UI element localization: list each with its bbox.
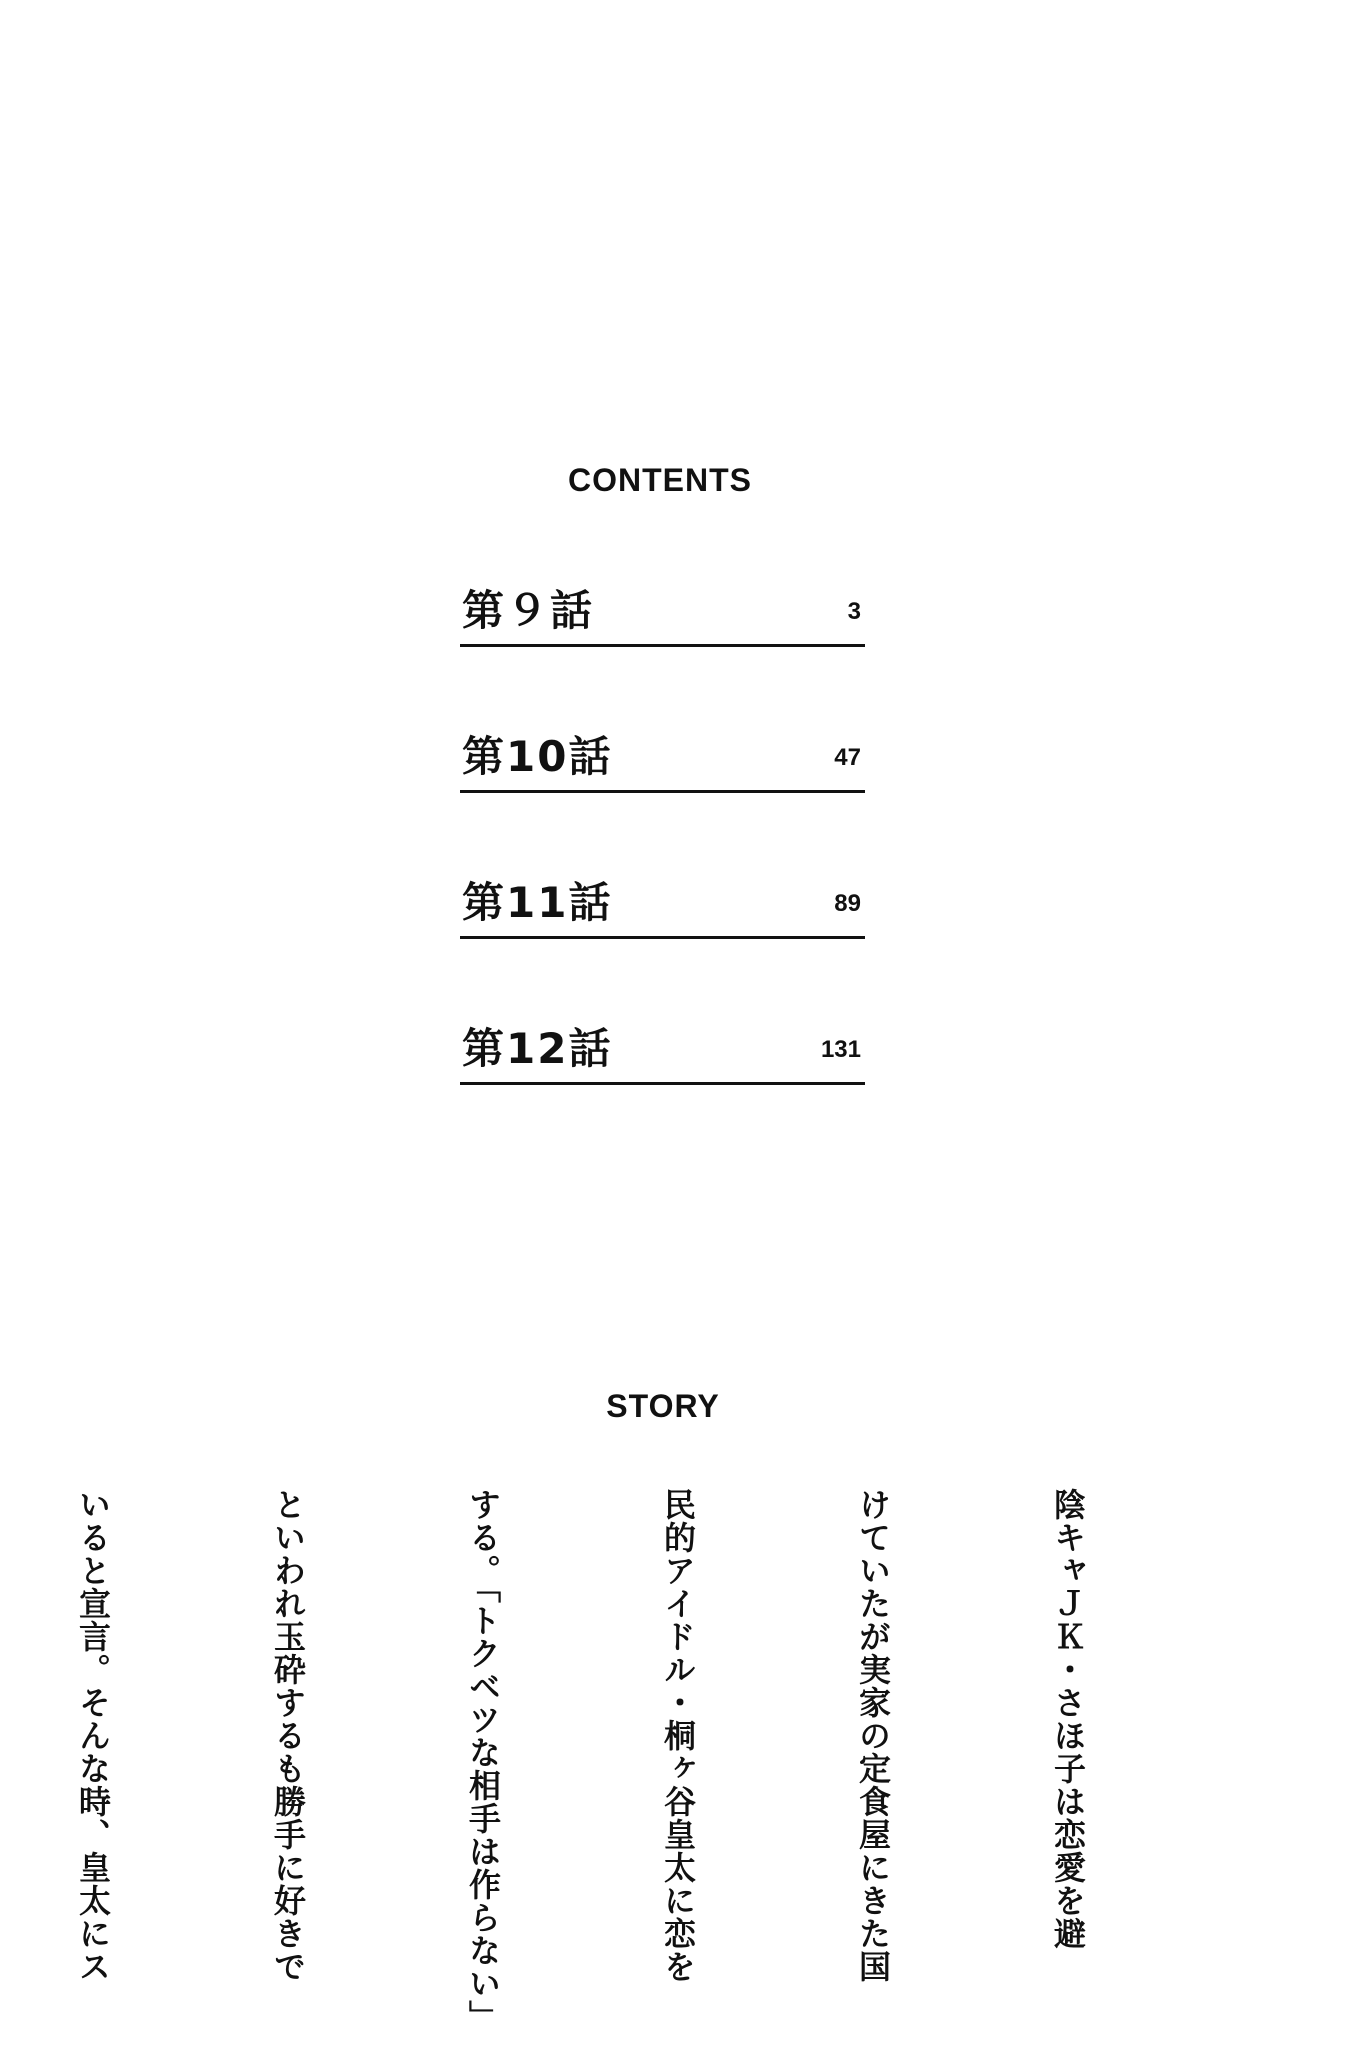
story-heading: STORY bbox=[606, 1388, 720, 1424]
contents-heading: CONTENTS bbox=[568, 462, 752, 498]
toc-row bbox=[460, 718, 865, 793]
table-of-contents bbox=[460, 572, 865, 1156]
toc-row bbox=[460, 864, 865, 939]
toc-entry[interactable] bbox=[460, 572, 865, 718]
chapter-title: 第11話 bbox=[462, 878, 613, 927]
toc-entry[interactable] bbox=[460, 1010, 865, 1156]
chapter-page-number: 3 bbox=[847, 598, 861, 625]
chapter-title: 第10話 bbox=[462, 732, 613, 781]
toc-entry[interactable] bbox=[460, 864, 865, 1010]
chapter-page-number: 47 bbox=[834, 744, 861, 771]
toc-row bbox=[460, 1010, 865, 1085]
story-line: する。「トクベツな相手は作らない」 bbox=[464, 1488, 502, 2033]
story-line: いると宣言。そんな時、皇太にス bbox=[74, 1488, 112, 1983]
story-synopsis bbox=[74, 1488, 1230, 2033]
toc-row bbox=[460, 572, 865, 647]
chapter-page-number: 89 bbox=[834, 890, 861, 917]
chapter-title: 第９話 bbox=[462, 586, 595, 635]
story-line: 陰キャＪＫ・さほ子は恋愛を避 bbox=[1049, 1488, 1087, 1950]
toc-entry[interactable] bbox=[460, 718, 865, 864]
story-line: けていたが実家の定食屋にきた国 bbox=[854, 1488, 892, 1983]
story-line: 民的アイドル・桐ヶ谷皇太に恋を bbox=[659, 1488, 697, 1983]
story-line: といわれ玉砕するも勝手に好きで bbox=[269, 1488, 307, 1983]
chapter-title: 第12話 bbox=[462, 1024, 613, 1073]
chapter-page-number: 131 bbox=[820, 1036, 861, 1063]
